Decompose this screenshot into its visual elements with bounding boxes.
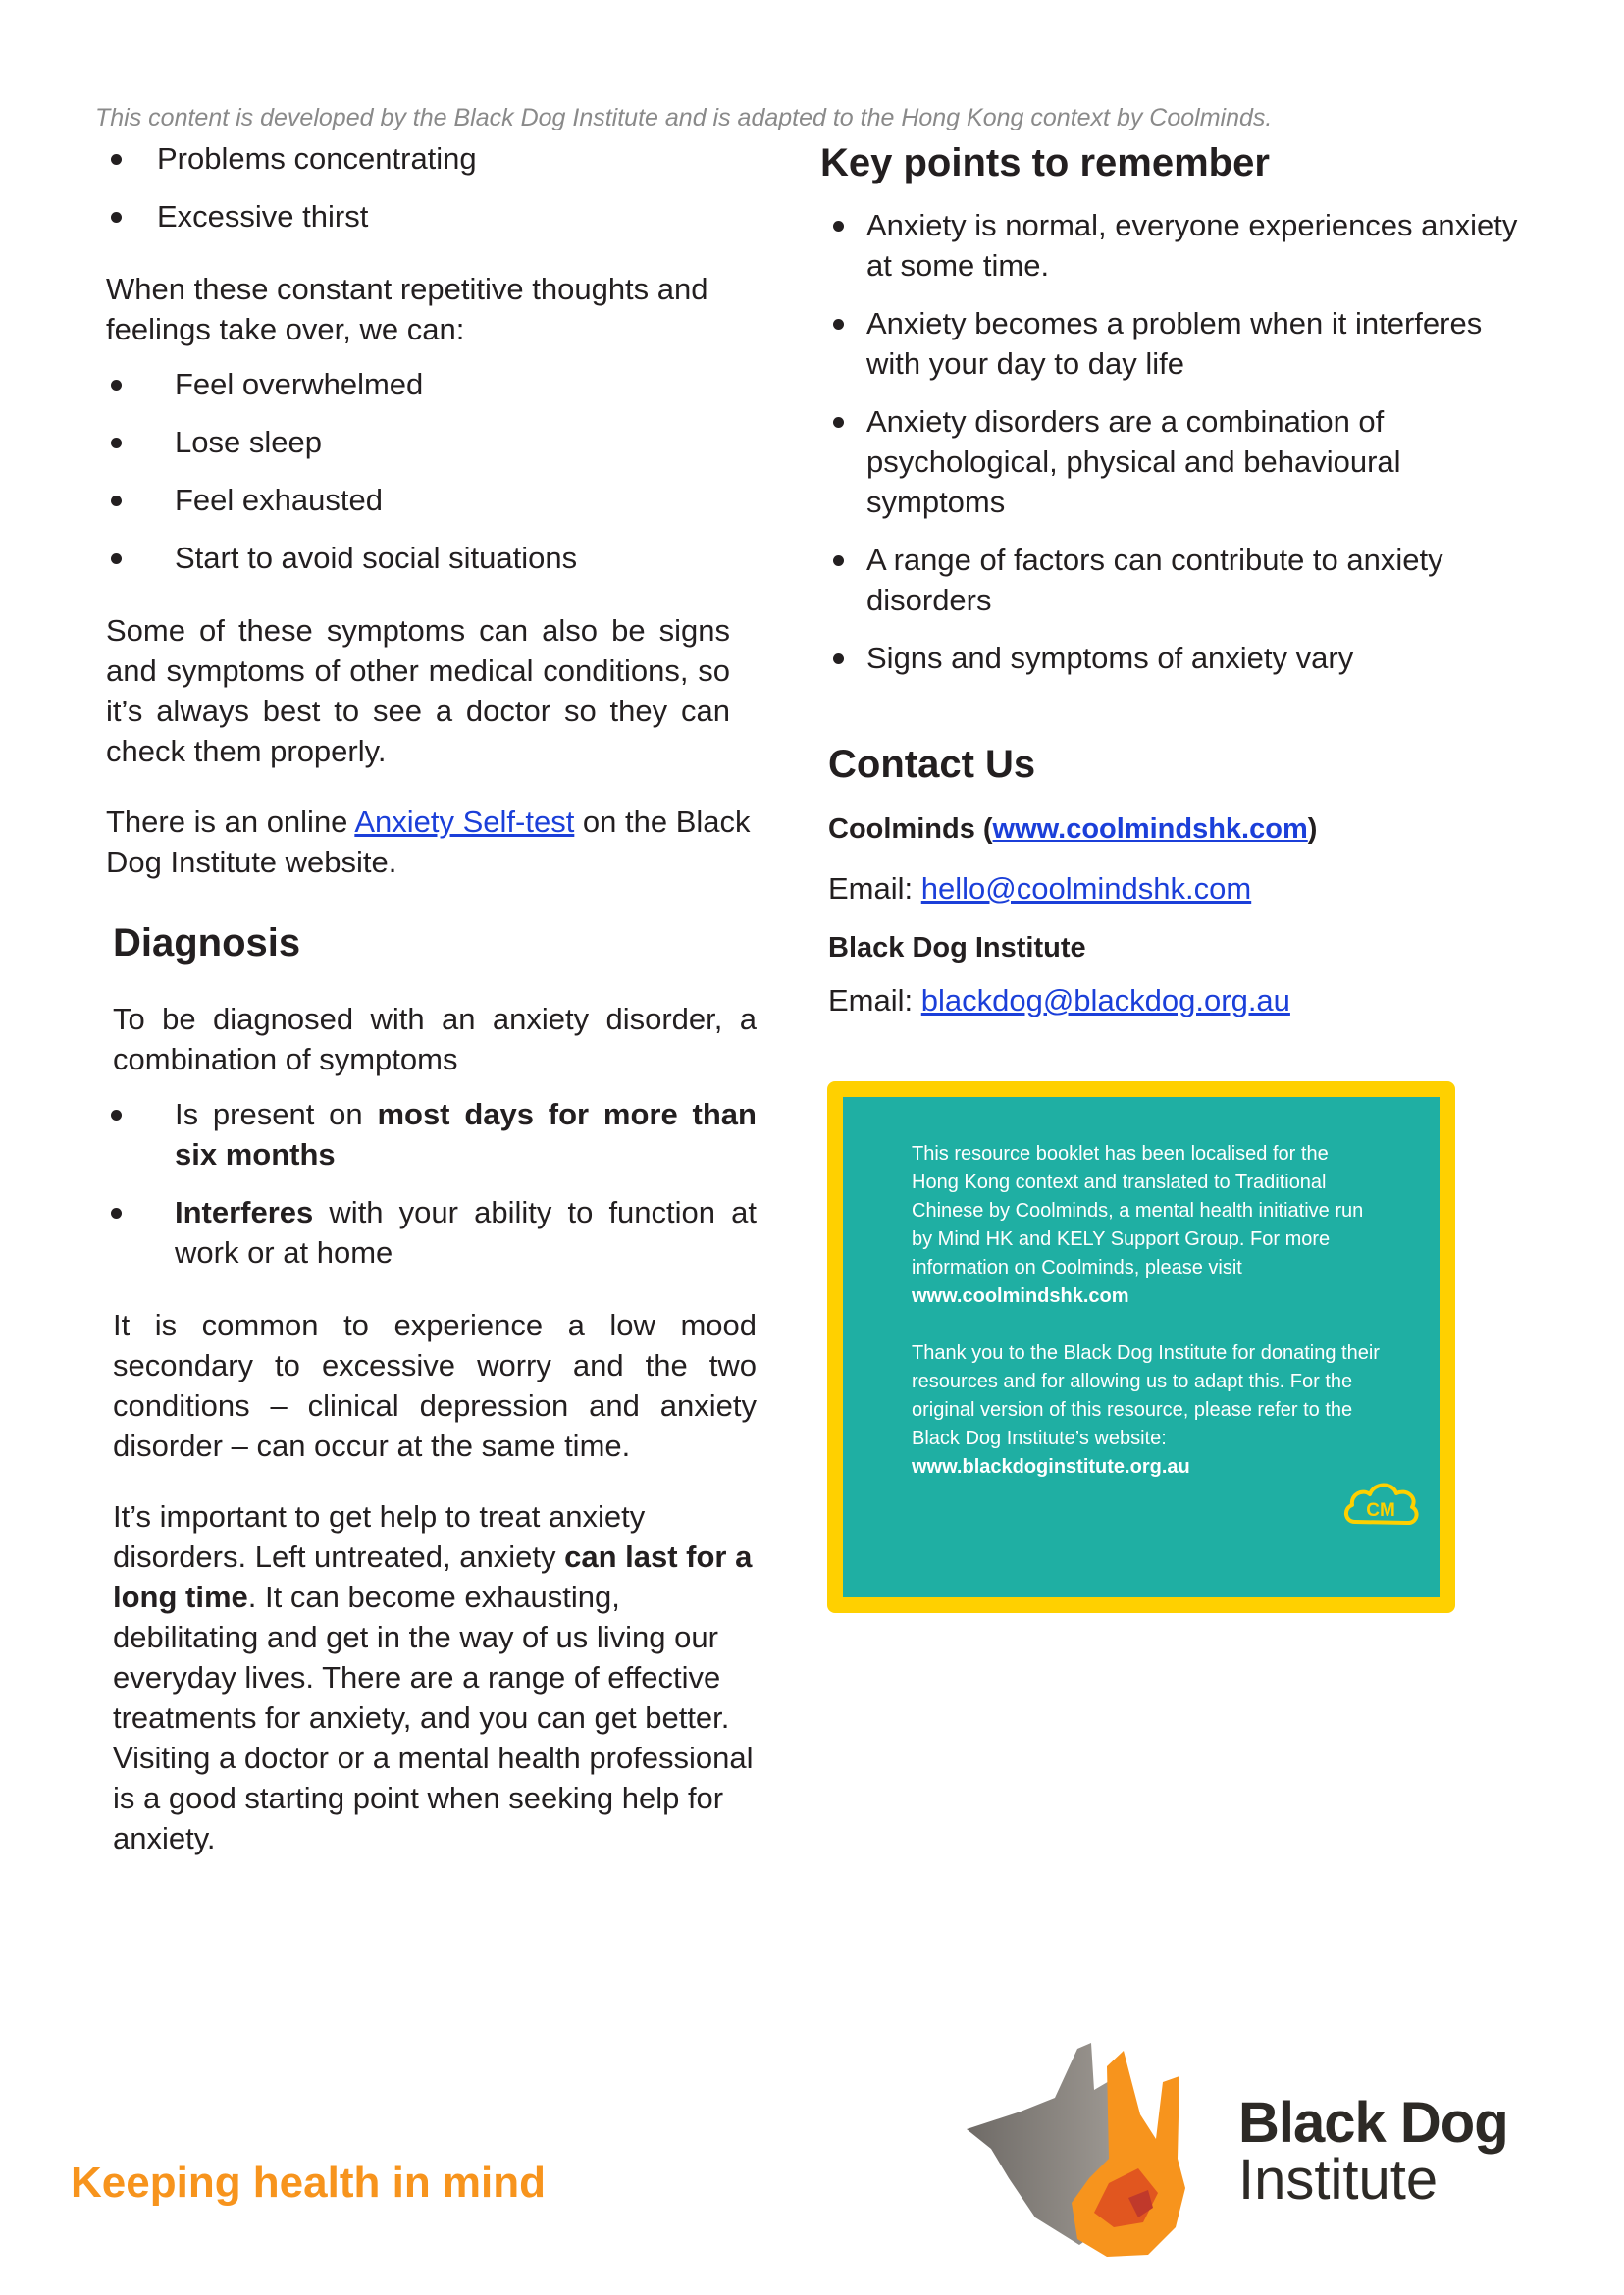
coolminds-logo-letters: CM — [1366, 1500, 1395, 1521]
diagnosis-heading: Diagnosis — [113, 921, 301, 965]
diagnosis-criteria-list — [106, 1094, 757, 1273]
medical-note-paragraph: Some of these symptoms can also be signs and symptoms of other medical conditions, so it’s always best to see a doctor so they can check them properly. — [106, 613, 730, 768]
left-column — [106, 136, 759, 1858]
criteria-bold-text: most days for more than six months — [175, 1097, 757, 1172]
black-dog-institute-logo — [1238, 2091, 1508, 2212]
coolminds-label: Coolminds ( — [828, 813, 993, 845]
logo-line-black-dog: Black Dog — [1238, 2091, 1508, 2155]
list-item: Anxiety disorders are a combination of psychological, physical and behavioural symptoms — [820, 401, 1527, 522]
list-item: Lose sleep — [106, 422, 759, 462]
diagnosis-section — [113, 919, 757, 1858]
email-label: Email: — [828, 983, 921, 1017]
coolminds-logo-icon — [1341, 1477, 1422, 1536]
black-dog-email-line — [828, 980, 1527, 1020]
list-item: Start to avoid social situations — [106, 538, 759, 578]
get-help-paragraph — [113, 1496, 757, 1858]
key-points-list — [820, 205, 1527, 678]
criteria-text: with your ability to function at work or at home — [175, 1195, 757, 1270]
depression-paragraph: It is common to experience a low mood secondary to excessive worry and the two conditions – clinical depression and anxiety disorder – can occur at the same time. — [113, 1308, 757, 1463]
localisation-callout — [827, 1081, 1455, 1613]
coolminds-email-link[interactable]: hello@coolmindshk.com — [920, 871, 1252, 906]
list-item: Problems concentrating — [106, 138, 759, 179]
intro-paragraph: When these constant repetitive thoughts and feelings take over, we can: — [106, 272, 708, 346]
criteria-text: Is present on — [175, 1097, 378, 1131]
self-test-text-after: on the Black Dog Institute website. — [106, 805, 751, 879]
key-points-heading: Key points to remember — [820, 141, 1270, 184]
footer-tagline: Keeping health in mind — [71, 2159, 547, 2207]
list-item — [106, 1094, 757, 1174]
coolminds-line — [828, 809, 1527, 850]
list-item: Feel overwhelmed — [106, 364, 759, 404]
contact-section — [828, 741, 1527, 1020]
self-test-paragraph — [106, 802, 759, 882]
diagnosis-intro-paragraph: To be diagnosed with an anxiety disorder, a combination of symptoms — [113, 1002, 757, 1076]
coolminds-url-text: www.coolmindshk.com — [912, 1285, 1129, 1307]
help-text: It’s important to get help to treat anxiety disorders. Left untreated, anxiety — [113, 1499, 646, 1574]
header-note: This content is developed by the Black Dog Institute and is adapted to the Hong Kong context by Coolminds. — [95, 104, 1273, 131]
list-item — [106, 1192, 757, 1273]
coolminds-website-link[interactable]: www.coolmindshk.com — [992, 813, 1308, 845]
self-test-text-before: There is an online — [106, 805, 355, 839]
callout-paragraph-2 — [912, 1339, 1381, 1482]
black-dog-email-link[interactable]: blackdog@blackdog.org.au — [920, 983, 1290, 1017]
logo-line-institute: Institute — [1238, 2148, 1439, 2212]
effects-list — [106, 364, 759, 578]
anxiety-self-test-link[interactable]: Anxiety Self-test — [354, 805, 575, 839]
symptom-list — [106, 138, 759, 236]
black-dog-url-text: www.blackdoginstitute.org.au — [912, 1456, 1190, 1478]
callout-text: This resource booklet has been localised for the Hong Kong context and translated to Traditional Chinese by Coolminds, a mental health initiative run by Mind HK and KELY Support Group. For more information on Coolminds, please visit — [912, 1143, 1364, 1278]
black-dog-institute-label: Black Dog Institute — [828, 932, 1086, 964]
right-column — [820, 136, 1527, 1020]
help-text: . It can become exhausting, debilitating and get in the way of us living our everyday lives. There are a range of effective treatments for anxiety, and you can get better. Visiting a doctor or a mental health professional is a good starting point when seeking help for anxiety. — [113, 1580, 754, 1855]
callout-paragraph-1 — [912, 1140, 1381, 1311]
email-label: Email: — [828, 871, 921, 906]
criteria-bold-text: Interferes — [175, 1195, 314, 1229]
coolminds-email-line — [828, 868, 1527, 909]
callout-body — [843, 1097, 1440, 1597]
list-item: A range of factors can contribute to anxiety disorders — [820, 540, 1527, 620]
contact-heading: Contact Us — [828, 743, 1036, 786]
list-item: Signs and symptoms of anxiety vary — [820, 638, 1527, 678]
list-item: Excessive thirst — [106, 196, 759, 236]
list-item: Anxiety is normal, everyone experiences anxiety at some time. — [820, 205, 1527, 286]
coolminds-label-close: ) — [1307, 813, 1318, 845]
list-item: Anxiety becomes a problem when it interferes with your day to day life — [820, 303, 1527, 384]
callout-text: Thank you to the Black Dog Institute for donating their resources and for allowing us to adapt this. For the original version of this resource, please refer to the Black Dog Institute’s website: — [912, 1342, 1380, 1449]
help-bold-text: can last for a long time — [113, 1539, 753, 1614]
list-item: Feel exhausted — [106, 480, 759, 520]
